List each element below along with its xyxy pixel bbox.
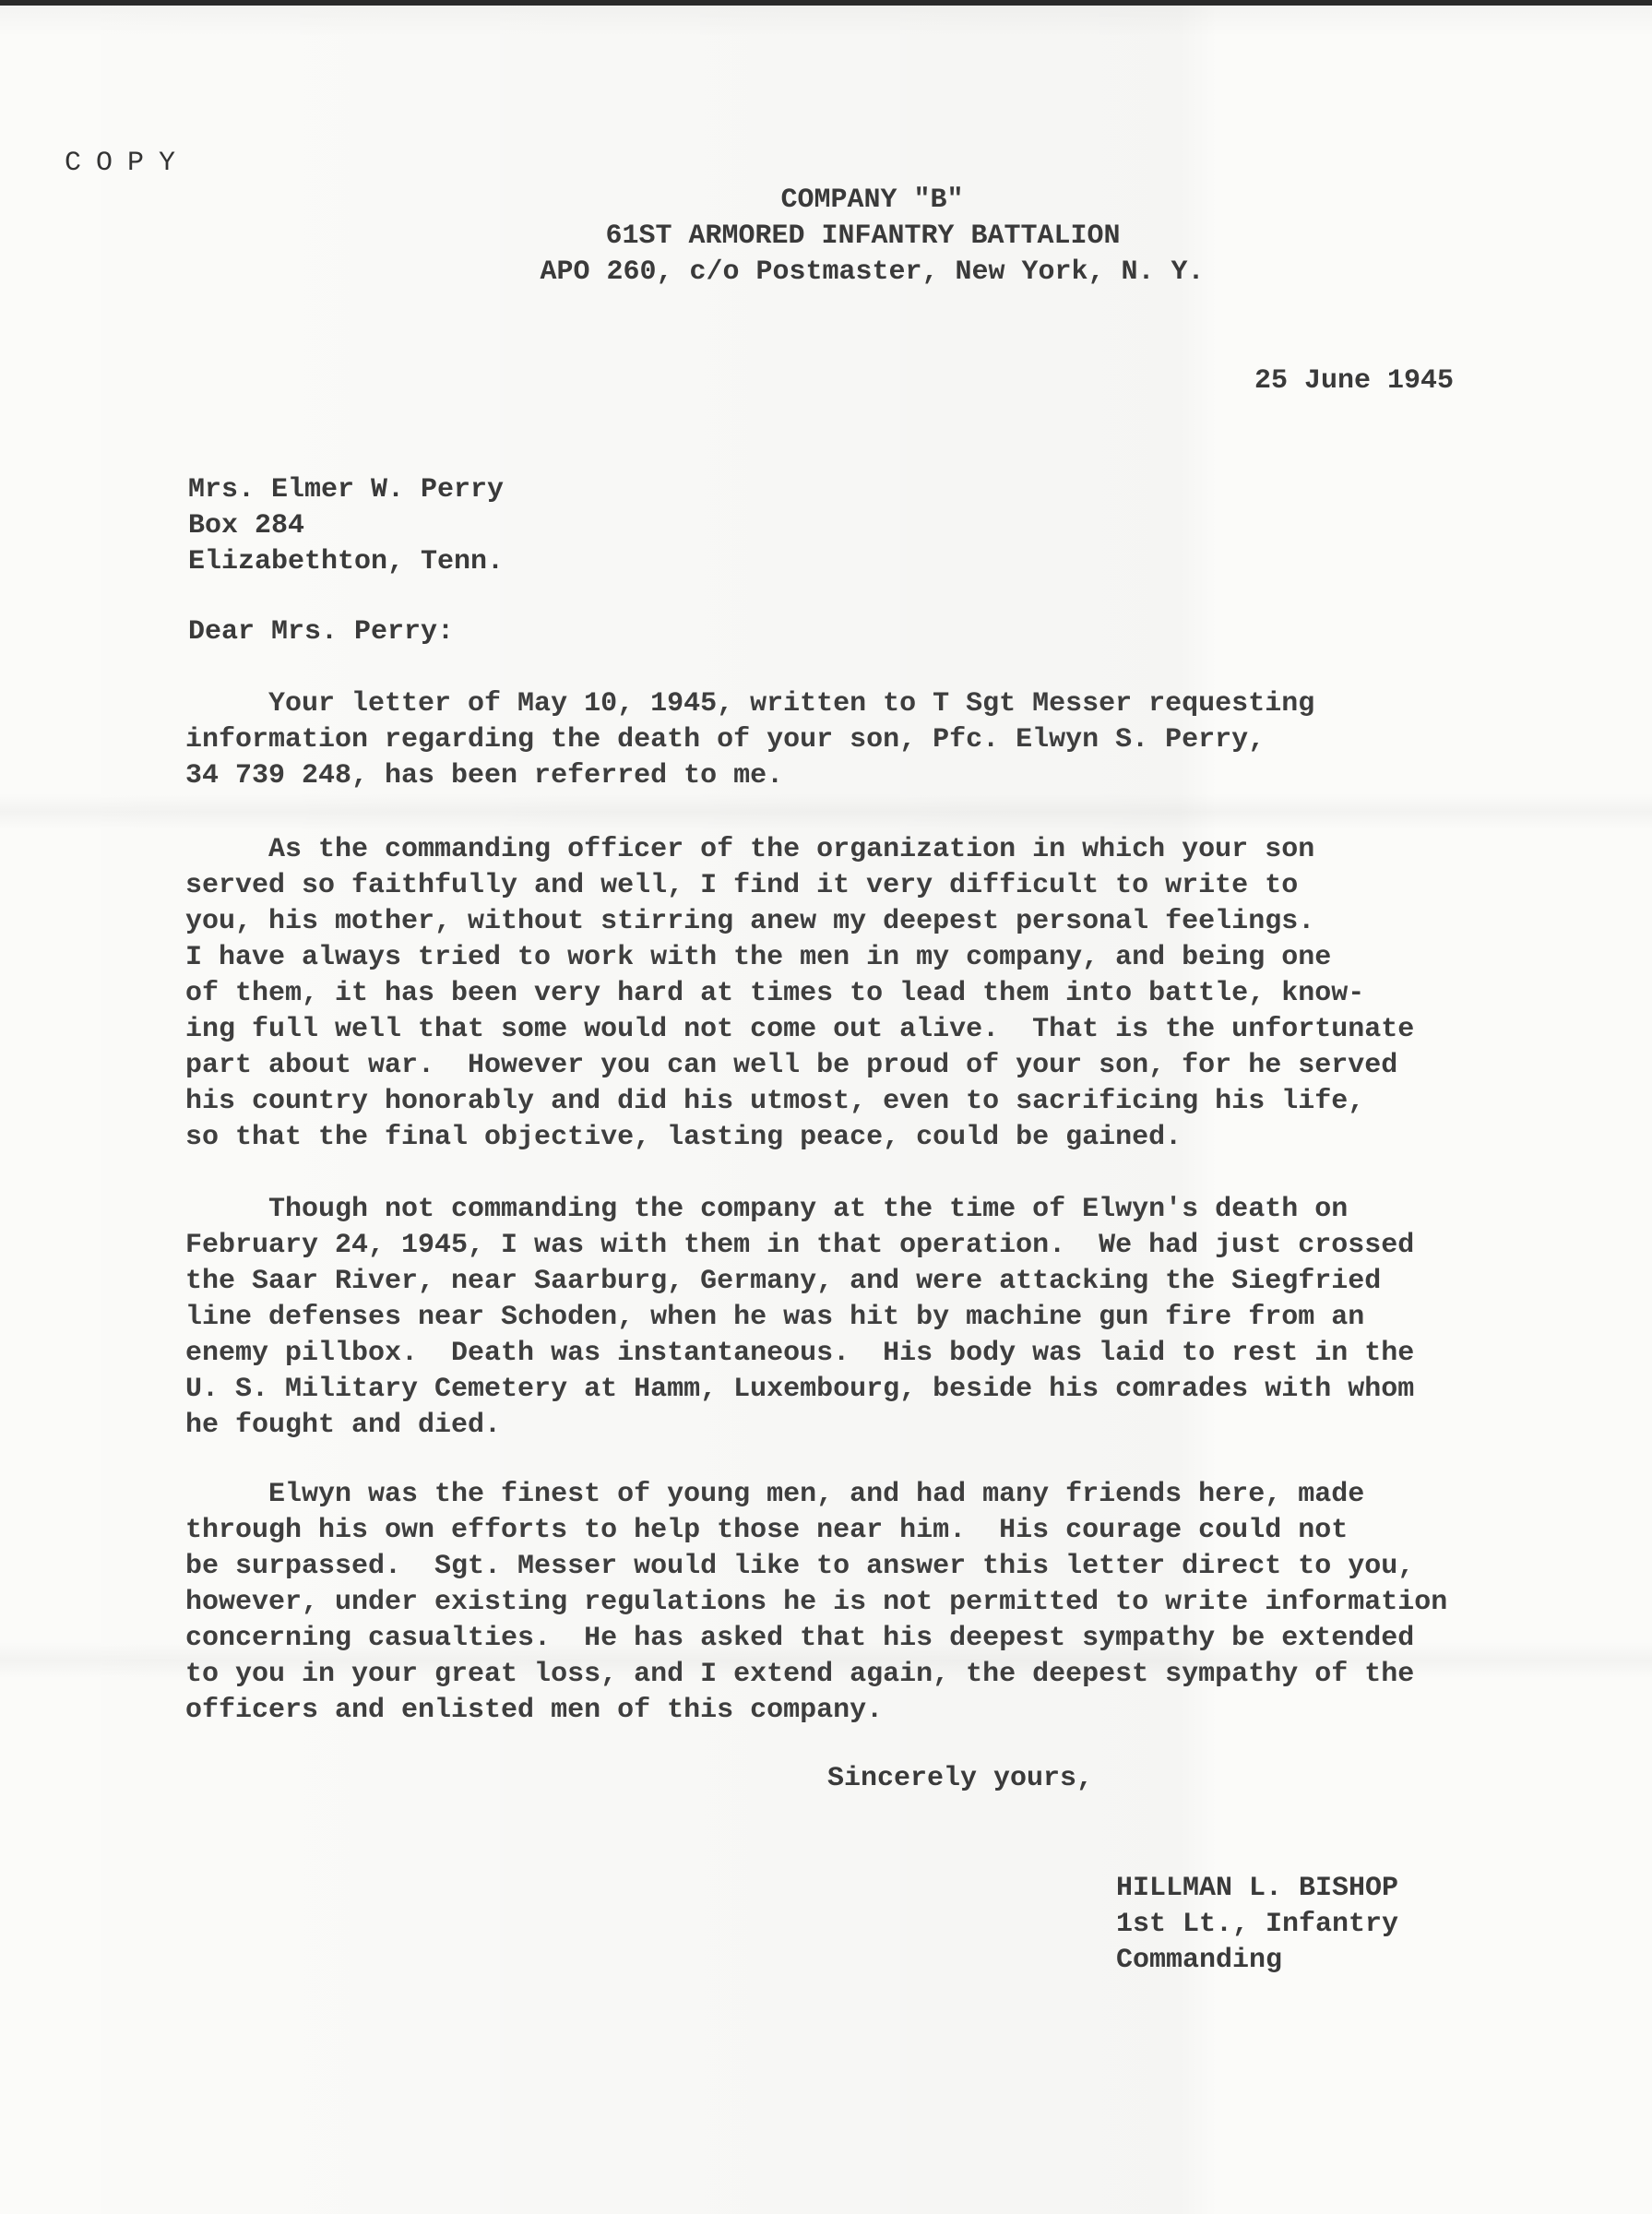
recipient-name: Mrs. Elmer W. Perry [188,474,505,506]
signature-block [1116,1871,1398,1979]
paragraph-line: enemy pillbox. Death was instantaneous. His body was laid to rest in the [185,1338,1415,1369]
recipient-box: Box 284 [188,510,305,542]
paragraph-line: of them, it has been very hard at times to lead them into battle, know- [185,978,1365,1009]
paragraph-line: his country honorably and did his utmost, even to sacrificing his life, [185,1086,1365,1117]
paragraph-line: As the commanding officer of the organization in which your son [185,834,1315,865]
letterhead-address: APO 260, c/o Postmaster, New York, N. Y. [540,256,1205,288]
paragraph-line: the Saar River, near Saarburg, Germany, and were attacking the Siegfried [185,1266,1382,1297]
paragraph-line: be surpassed. Sgt. Messer would like to answer this letter direct to you, [185,1551,1415,1582]
salutation: Dear Mrs. Perry: [188,616,455,648]
paragraph-3 [185,1192,1414,1444]
signature-title: Commanding [1116,1945,1283,1976]
paragraph-line: however, under existing regulations he is not permitted to write information [185,1587,1448,1618]
paragraph-2 [185,832,1414,1156]
signature-name: HILLMAN L. BISHOP [1116,1873,1399,1904]
paragraph-line: Elwyn was the finest of young men, and had many friends here, made [185,1479,1365,1510]
paragraph-line: line defenses near Schoden, when he was hit by machine gun fire from an [185,1302,1365,1333]
letter-date: 25 June 1945 [1254,365,1455,397]
paragraph-line: you, his mother, without stirring anew my deepest personal feelings. [185,906,1315,937]
recipient-city: Elizabethton, Tenn. [188,546,505,577]
paragraph-line: concerning casualties. He has asked that his deepest sympathy be extended [185,1623,1415,1654]
letterhead-battalion: 61ST ARMORED INFANTRY BATTALION [605,220,1121,252]
paragraph-line: information regarding the death of your son, Pfc. Elwyn S. Perry, [185,724,1266,756]
paragraph-line: I have always tried to work with the men in my company, and being one [185,942,1332,973]
paragraph-line: served so faithfully and well, I find it very difficult to write to [185,870,1299,901]
top-border [0,0,1652,6]
paragraph-line: 34 739 248, has been referred to me. [185,760,784,792]
paragraph-line: he fought and died. [185,1410,502,1441]
paragraph-line: February 24, 1945, I was with them in that operation. We had just crossed [185,1230,1415,1261]
recipient-address [188,472,504,580]
paragraph-4 [185,1477,1447,1729]
paragraph-1 [185,686,1314,794]
paragraph-line: Your letter of May 10, 1945, written to T Sgt Messer requesting [185,688,1315,720]
paragraph-line: so that the final objective, lasting peace, could be gained. [185,1122,1183,1153]
closing: Sincerely yours, [827,1763,1094,1794]
signature-rank: 1st Lt., Infantry [1116,1909,1399,1940]
letterhead [0,183,1652,291]
paragraph-line: U. S. Military Cemetery at Hamm, Luxembourg, beside his comrades with whom [185,1374,1415,1405]
paragraph-line: Though not commanding the company at the time of Elwyn's death on [185,1194,1349,1225]
paragraph-line: to you in your great loss, and I extend again, the deepest sympathy of the [185,1659,1415,1690]
paragraph-line: officers and enlisted men of this company. [185,1695,884,1726]
letterhead-unit: COMPANY "B" [780,184,964,216]
paragraph-line: through his own efforts to help those near him. His courage could not [185,1515,1349,1546]
paragraph-line: ing full well that some would not come out alive. That is the unfortunate [185,1014,1415,1045]
paragraph-line: part about war. However you can well be proud of your son, for he served [185,1050,1398,1081]
copy-mark: COPY [65,148,191,179]
